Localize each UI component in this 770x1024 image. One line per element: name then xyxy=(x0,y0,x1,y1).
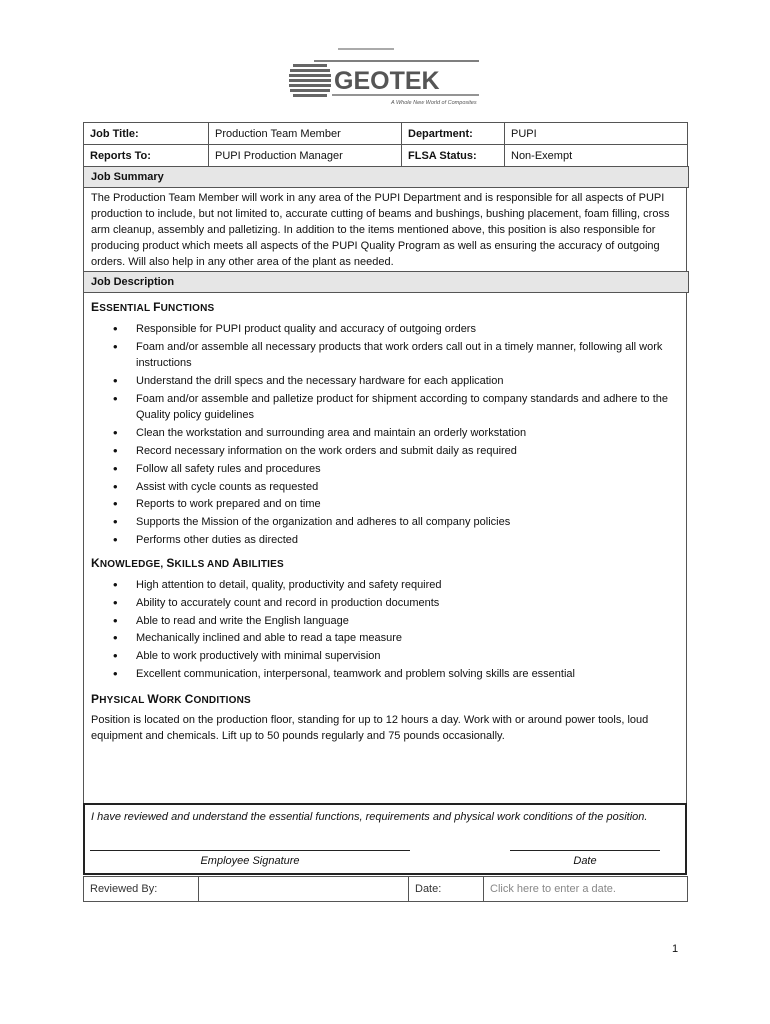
flsa-status-label: FLSA Status: xyxy=(402,145,505,167)
employee-signature-line[interactable] xyxy=(90,850,410,851)
physical-conditions-text: Position is located on the production floor, standing for up to 12 hours a day. Work with or around power tools, loud equipment and chemicals. Lift up to 50 pounds regularly and 75 pounds occasionally. xyxy=(91,714,649,742)
logo-tagline: A Whole New World of Composites xyxy=(391,100,477,106)
heading-rest: ORK xyxy=(158,695,185,706)
reports-to-value: PUPI Production Manager xyxy=(209,145,402,167)
list-item: • Able to read and write the English language xyxy=(91,613,681,630)
heading-initial: K xyxy=(91,556,100,570)
physical-conditions-heading xyxy=(91,692,251,706)
list-item: • Able to work productively with minimal supervision xyxy=(91,648,681,665)
heading-initial: E xyxy=(91,300,100,314)
date-label: Date xyxy=(573,855,597,867)
list-item: • Ability to accurately count and record in production documents xyxy=(91,595,681,612)
list-item: • Follow all safety rules and procedures xyxy=(91,461,681,478)
review-date-field[interactable]: Click here to enter a date. xyxy=(484,877,688,902)
job-header-table xyxy=(83,122,688,167)
job-title-value: Production Team Member xyxy=(209,123,402,145)
ksa-heading xyxy=(91,556,284,570)
heading-initial: P xyxy=(91,692,100,706)
department-value: PUPI xyxy=(505,123,688,145)
heading-initial: S xyxy=(166,556,175,570)
reviewed-by-label: Reviewed By: xyxy=(84,877,199,902)
heading-initial: A xyxy=(232,556,242,570)
table-row xyxy=(84,145,688,167)
list-item: • Excellent communication, interpersonal, teamwork and problem solving skills are essential xyxy=(91,666,681,683)
list-item: • Record necessary information on the work orders and submit daily as required xyxy=(91,443,681,460)
flsa-status-value: Non-Exempt xyxy=(505,145,688,167)
list-item: • Assist with cycle counts as requested xyxy=(91,479,681,496)
review-date-label: Date: xyxy=(409,877,484,902)
reviewed-by-field[interactable] xyxy=(199,877,409,902)
employee-signature-label: Employee Signature xyxy=(200,855,300,867)
heading-rest: NOWLEDGE, xyxy=(99,559,167,570)
geotek-logo xyxy=(284,46,484,108)
heading-rest: BILITIES xyxy=(241,559,284,570)
heading-rest: UNCTIONS xyxy=(160,303,215,314)
reports-to-label: Reports To: xyxy=(84,145,209,167)
heading-rest: HYSICAL xyxy=(99,695,148,706)
heading-initial: W xyxy=(147,692,159,706)
list-item: • Performs other duties as directed xyxy=(91,532,681,549)
logo-brand-text: GEOTEK xyxy=(334,67,440,95)
list-item: • High attention to detail, quality, productivity and safety required xyxy=(91,577,681,594)
list-item: • Responsible for PUPI product quality and accuracy of outgoing orders xyxy=(91,321,681,338)
list-item: • Clean the workstation and surrounding area and maintain an orderly workstation xyxy=(91,425,681,442)
heading-rest: ONDITIONS xyxy=(193,695,251,706)
job-summary-heading: Job Summary xyxy=(83,166,689,188)
job-summary-text: The Production Team Member will work in any area of the PUPI Department and is responsible for all aspects of PUPI production to include, but not limited to, accurate cutting of beams and bushings, bushing placement, foam filling, cross arm cleanup, assembly and palletizing. In addition to the items mentioned above, this position is also responsible for producing product which meets all aspects of the PUPI Quality Program as well as ensuring the accuracy of outgoing orders. Will also help in any other area of the plant as needed. xyxy=(91,192,670,268)
heading-rest: SSENTIAL xyxy=(99,303,154,314)
table-row xyxy=(84,877,688,902)
list-item: • Foam and/or assemble all necessary products that work orders call out in a timely manner, following all work instructions xyxy=(91,339,681,372)
heading-rest: KILLS AND xyxy=(174,559,233,570)
list-item: • Mechanically inclined and able to read a tape measure xyxy=(91,630,681,647)
acknowledgement-text: I have reviewed and understand the essential functions, requirements and physical work conditions of the position. xyxy=(91,811,648,823)
date-signature-line[interactable] xyxy=(510,850,660,851)
heading-initial: C xyxy=(184,692,194,706)
job-title-label: Job Title: xyxy=(84,123,209,145)
essential-functions-heading xyxy=(91,300,214,314)
page-number: 1 xyxy=(672,943,679,955)
list-item: • Supports the Mission of the organization and adheres to all company policies xyxy=(91,514,681,531)
department-label: Department: xyxy=(402,123,505,145)
list-item: • Foam and/or assemble and palletize product for shipment according to company standards and adhere to the Quality policy guidelines xyxy=(91,391,681,424)
ksa-list xyxy=(91,577,681,684)
essential-functions-list xyxy=(91,321,681,550)
geotek-logo-mark xyxy=(284,46,484,108)
list-item: • Reports to work prepared and on time xyxy=(91,496,681,513)
heading-initial: F xyxy=(153,300,161,314)
review-table xyxy=(83,876,688,902)
job-description-heading: Job Description xyxy=(83,271,689,293)
table-row xyxy=(84,123,688,145)
list-item: • Understand the drill specs and the necessary hardware for each application xyxy=(91,373,681,390)
